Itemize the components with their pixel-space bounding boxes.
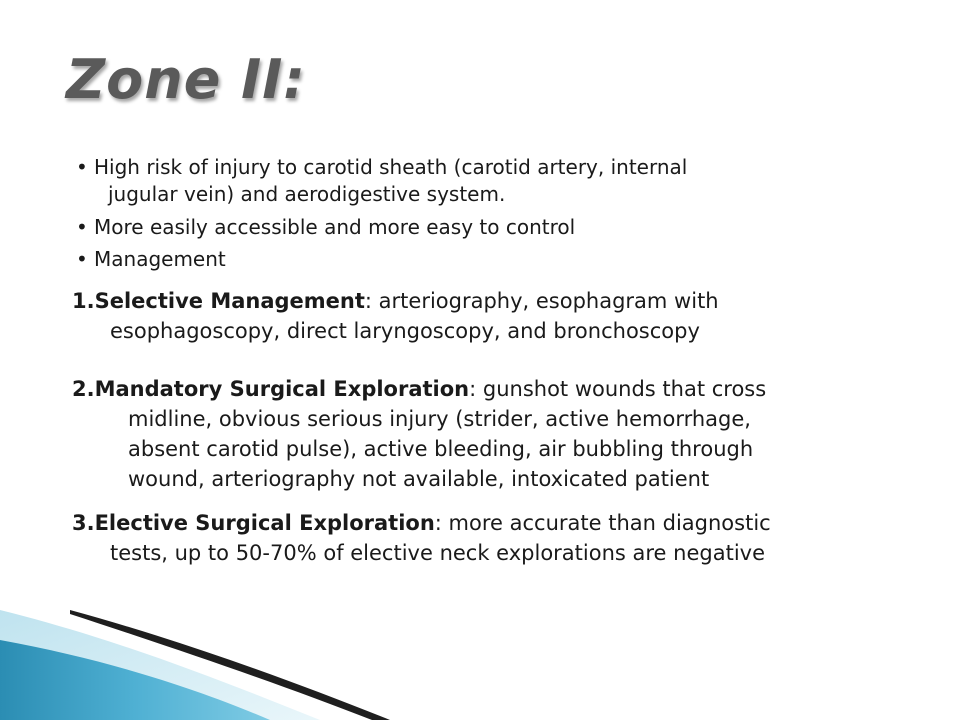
- item-text: : arteriography, esophagram with: [364, 289, 719, 313]
- item-text: : more accurate than diagnostic: [434, 511, 771, 535]
- bullet-dot: •: [76, 247, 88, 271]
- bullet-dot: •: [76, 155, 88, 179]
- bullet-text: More easily accessible and more easy to control: [94, 215, 576, 239]
- bullet-dot: •: [76, 215, 88, 239]
- item-label: 3.Elective Surgical Exploration: [72, 511, 435, 535]
- numbered-item-mandatory: [72, 374, 892, 494]
- bullet-text: Management: [94, 247, 226, 271]
- bullet-item: [72, 212, 892, 242]
- slide-body: [72, 152, 892, 568]
- item-label: 2.Mandatory Surgical Exploration: [72, 377, 470, 401]
- bullet-item: [72, 244, 892, 274]
- item-text-continued: midline, obvious serious injury (strider, active hemorrhage,: [128, 407, 751, 431]
- item-text-continued: absent carotid pulse), active bleeding, air bubbling through: [128, 437, 754, 461]
- bullet-item: [72, 152, 892, 206]
- slide-title: Zone II:: [66, 48, 306, 111]
- item-text-continued: esophagoscopy, direct laryngoscopy, and bronchoscopy: [110, 319, 700, 343]
- item-label: 1.Selective Management: [72, 289, 365, 313]
- numbered-item-elective: [72, 508, 892, 568]
- item-text-continued: tests, up to 50-70% of elective neck explorations are negative: [110, 541, 765, 565]
- item-text-continued: wound, arteriography not available, intoxicated patient: [128, 467, 710, 491]
- bullet-text-continued: jugular vein) and aerodigestive system.: [108, 182, 506, 206]
- item-text: : gunshot wounds that cross: [469, 377, 767, 401]
- bullet-text: High risk of injury to carotid sheath (carotid artery, internal: [94, 155, 688, 179]
- numbered-item-selective: [72, 286, 892, 346]
- decorative-swoosh: [0, 580, 960, 720]
